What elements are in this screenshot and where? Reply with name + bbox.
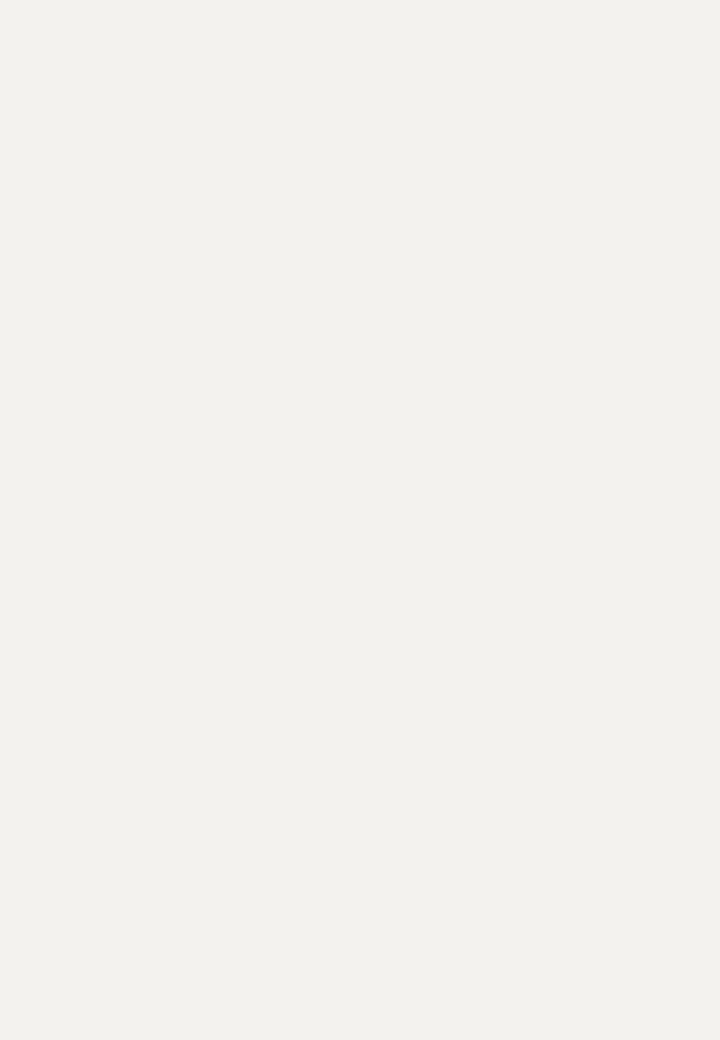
- header-ornament-band: [62, 84, 614, 110]
- journal-entry-2: [62, 656, 614, 687]
- entry-date: [62, 656, 614, 683]
- section-divider-ornament: [62, 616, 614, 642]
